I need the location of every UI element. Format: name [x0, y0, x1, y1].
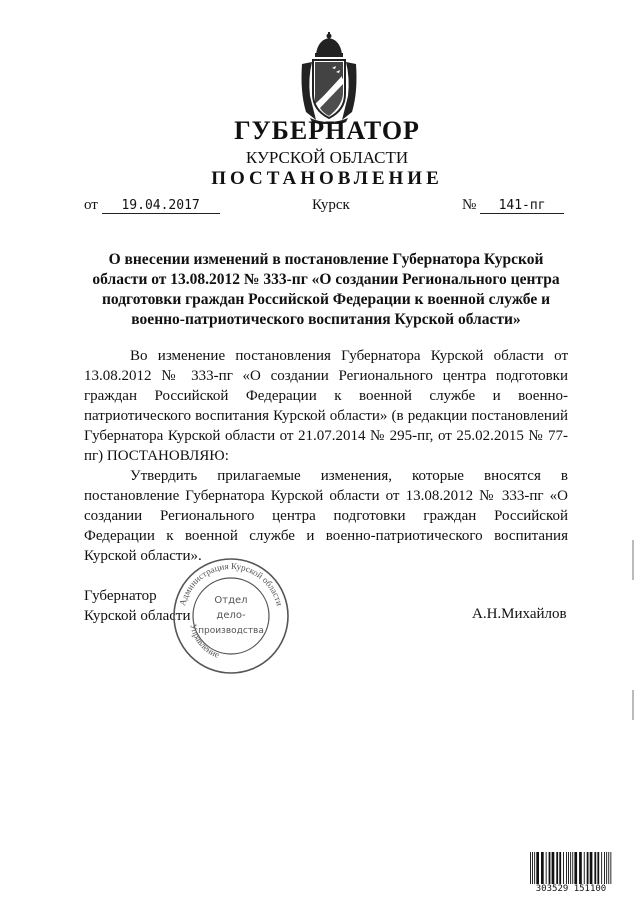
paragraph-preamble: Во изменение постановления Губернатора Курской области от 13.08.2012 № 333-пг «О создании Регионального центра подготовки граждан Российской Федерации к военной службе и военно-патриотического воспитания Курской области» (в редакции постановлений Губернатора Курской области от 21.07.2014 № 295-пг, от 25.02.2015 № 77-пг) ПОСТАНОВЛЯЮ: [84, 348, 568, 464]
barcode-bar [568, 852, 569, 884]
stamp-ring-text: Администрация Курской области [177, 560, 285, 607]
barcode-number: 303529 151100 [528, 884, 614, 894]
stamp-center-line3: производства [198, 626, 264, 636]
barcode-bar [572, 852, 573, 884]
barcode-bar [610, 852, 611, 884]
header-region: КУРСКОЙ ОБЛАСТИ [245, 148, 409, 167]
barcode-bar [530, 852, 531, 884]
barcode-bar [534, 852, 535, 884]
barcode-bar [566, 852, 567, 884]
document-date: 19.04.2017 [102, 198, 220, 214]
number-label: № [462, 197, 477, 213]
barcode-bar [541, 852, 544, 884]
barcode-bar [590, 852, 593, 884]
date-line [84, 197, 220, 214]
barcode-bar [549, 852, 551, 884]
scan-mark [632, 540, 634, 580]
header-title: ГУБЕРНАТОР [234, 116, 420, 145]
barcode-bar [559, 852, 561, 884]
document-number: 141-пг [480, 198, 564, 214]
stamp-center-line2: дело- [216, 610, 246, 621]
barcode-bar [594, 852, 596, 884]
signatory-name: А.Н.Михайлов [472, 606, 567, 622]
document-type: ПОСТАНОВЛЕНИЕ [211, 168, 443, 189]
barcode-bar [604, 852, 605, 884]
scan-mark [632, 690, 634, 720]
barcode-bar [606, 852, 607, 884]
barcode-bar [579, 852, 582, 884]
signatory-title-line2: Курской области [84, 608, 191, 624]
date-label: от [84, 197, 98, 213]
document-body [84, 346, 568, 566]
barcode-bar [556, 852, 558, 884]
barcode-bar [532, 852, 533, 884]
coat-of-arms-icon [296, 32, 362, 124]
stamp-center-line1: Отдел [214, 595, 248, 606]
city: Курск [312, 197, 350, 213]
barcode-bar [587, 852, 589, 884]
barcode-bar [608, 852, 609, 884]
barcode-bar [536, 852, 539, 884]
barcode-bar [563, 852, 564, 884]
stamp-ring-text-lower: Управление [188, 623, 221, 660]
barcode-bar [584, 852, 585, 884]
paragraph-resolution: Утвердить прилагаемые изменения, которые вносятся в постановление Губернатора Курской области от 13.08.2012 № 333-пг «О создании Регионального центра подготовки граждан Российской Федерации к военной службе и военно-патриотического воспитания Курской области». [84, 468, 568, 564]
document-title: О внесении изменений в постановление Губернатора Курской области от 13.08.2012 № 333-пг «О создании Регионального центра подготовки граждан Российской Федерации к военной службе и военно-патриотического воспитания Курской области» [92, 251, 560, 328]
official-stamp [170, 555, 292, 677]
barcode-bar [546, 852, 547, 884]
signatory-title-line1: Губернатор [84, 588, 157, 604]
barcode-bar [601, 852, 602, 884]
barcode-bar [552, 852, 555, 884]
barcode-bar [570, 852, 571, 884]
barcode-bar [597, 852, 599, 884]
barcode-bar [574, 852, 577, 884]
number-line [462, 197, 564, 214]
